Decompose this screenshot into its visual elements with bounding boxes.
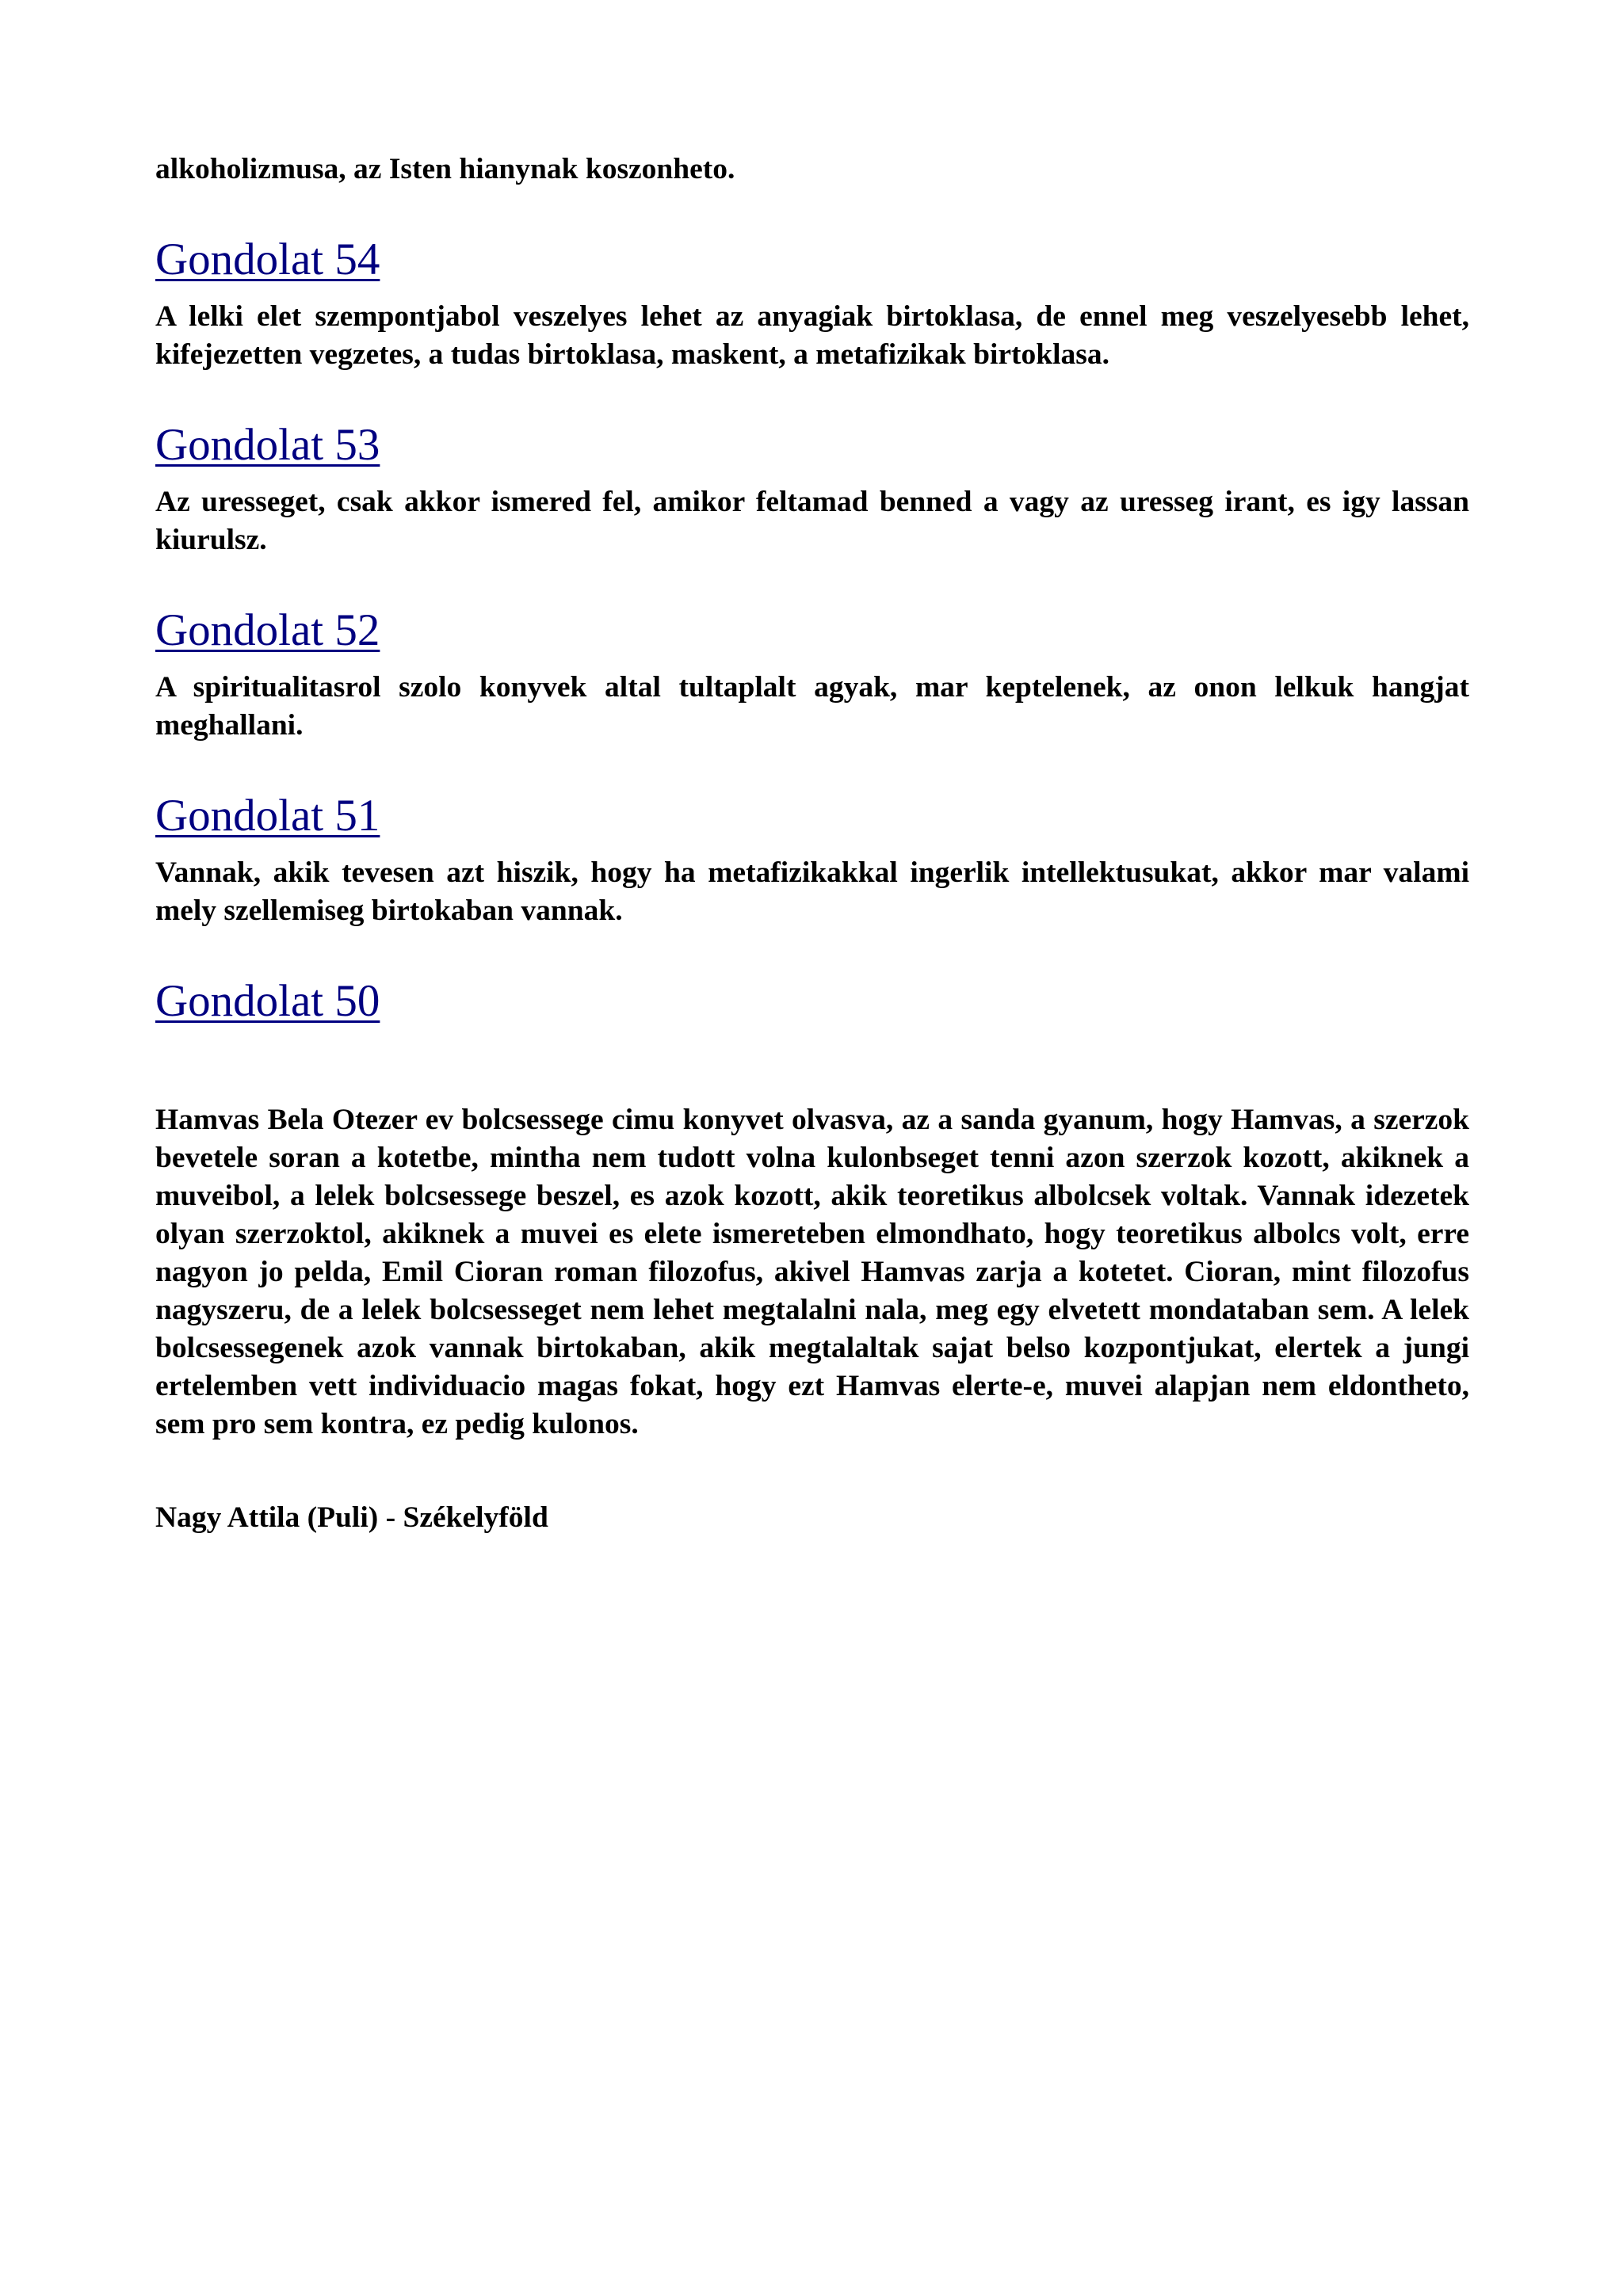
document-page [155,151,1469,1537]
gondolat-50-text: Hamvas Bela Otezer ev bolcsessege cimu konyvet olvasva, az a sanda gyanum, hogy Hamvas, a szerzok bevetele soran a kotetbe, mintha nem tudott volna kulonbseget tenni azon szerzok kozott, akiknek a muveibol, a lelek bolcsessege beszel, es azok kozott, akik teoretikus albolcsek voltak. Vannak idezetek olyan szerzoktol, akiknek a muvei es elete ismereteben elmondhato, hogy teoretikus albolcs volt, erre nagyon jo pelda, Emil Cioran roman filozofus, akivel Hamvas zarja a kotetet. Cioran, mint filozofus nagyszeru, de a lelek bolcsesseget nem lehet megtalalni nala, meg egy elvetett mondataban sem. A lelek bolcsessegenek azok vannak birtokaban, akik megtalaltak sajat belso kozpontjukat, elertek a jungi ertelemben vett individuacio magas fokat, hogy ezt Hamvas elerte-e, muvei alapjan nem eldontheto, sem pro sem kontra, ez pedig kulonos. [155,1104,1469,1440]
gondolat-52-link[interactable]: Gondolat 52 [155,605,380,655]
author-signature: Nagy Attila (Puli) - Székelyföld [155,1501,548,1534]
gondolat-52-text: A spiritualitasrol szolo konyvek altal tultaplalt agyak, mar keptelenek, az onon lelkuk hangjat meghallani. [155,671,1469,742]
gondolat-54-text: A lelki elet szempontjabol veszelyes lehet az anyagiak birtoklasa, de ennel meg veszelyesebb lehet, kifejezetten vegzetes, a tudas birtoklasa, maskent, a metafizikak birtoklasa. [155,300,1469,371]
gondolat-50-link[interactable]: Gondolat 50 [155,976,380,1026]
intro-paragraph: alkoholizmusa, az Isten hianynak koszonheto. [155,153,735,185]
heading-gondolat-54 [155,233,1469,287]
gondolat-53-link[interactable]: Gondolat 53 [155,420,380,470]
gondolat-53-text: Az uresseget, csak akkor ismered fel, amikor feltamad benned a vagy az uresseg irant, es igy lassan kiurulsz. [155,486,1469,556]
heading-gondolat-50 [155,974,1469,1028]
gondolat-54-link[interactable]: Gondolat 54 [155,235,380,284]
gondolat-51-link[interactable]: Gondolat 51 [155,791,380,841]
heading-gondolat-53 [155,418,1469,472]
gondolat-51-text: Vannak, akik tevesen azt hiszik, hogy ha metafizikakkal ingerlik intellektusukat, akkor mar valami mely szellemiseg birtokaban vannak. [155,856,1469,927]
heading-gondolat-52 [155,604,1469,658]
heading-gondolat-51 [155,789,1469,843]
